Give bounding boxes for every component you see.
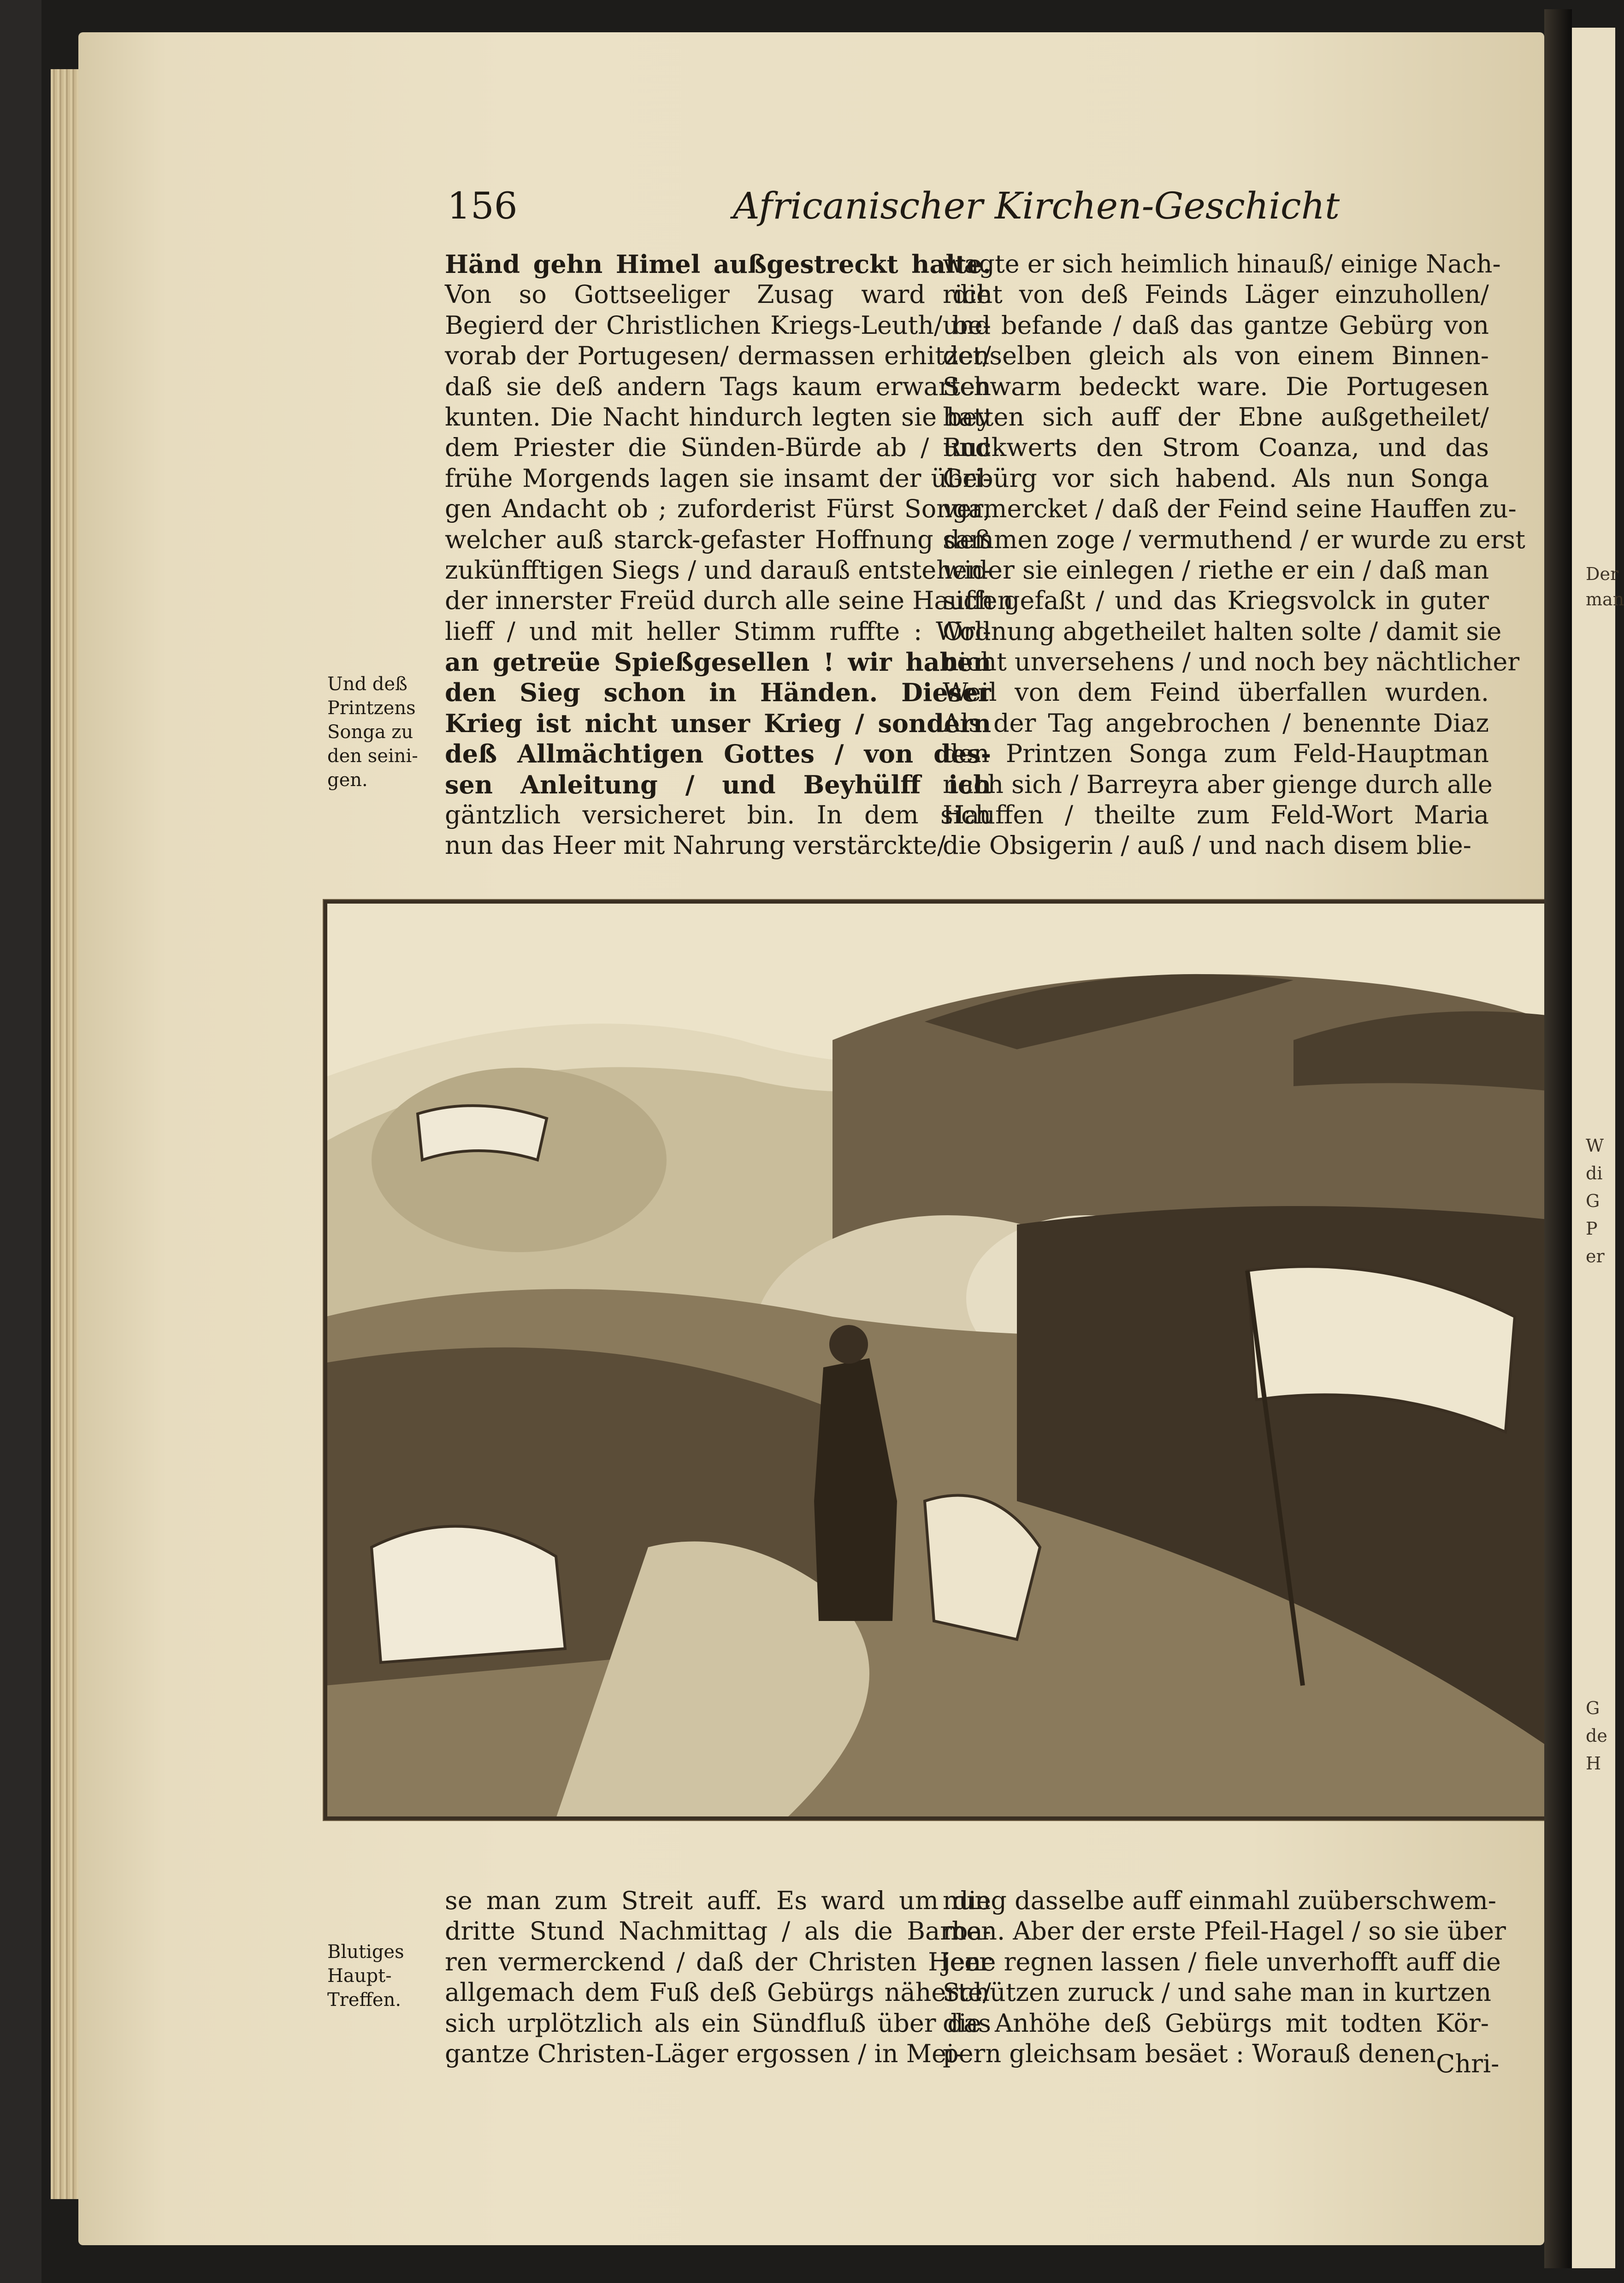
text-column-top-left — [445, 249, 1014, 861]
text-line: gen Andacht ob ; zuforderist Fürst Songa, — [445, 494, 991, 524]
catchword: Chri- — [1436, 2049, 1500, 2078]
page-number: 156 — [447, 184, 518, 227]
book-gutter — [1544, 9, 1572, 2268]
text-line: richt von deß Feinds Läger einzuhollen/ — [943, 280, 1489, 309]
text-line: vorab der Portugesen/ dermassen erhitzet/ — [445, 341, 991, 371]
text-line: men. Aber der erste Pfeil-Hagel / so sie über — [943, 1916, 1506, 1946]
next-page-fragment: man — [1586, 589, 1624, 609]
text-line: den Sieg schon in Händen. Dieser — [445, 678, 991, 708]
page-header — [78, 184, 1544, 235]
marginal-note-line: Printzens — [327, 698, 416, 719]
text-line: Von so Gottseeliger Zusag ward die — [445, 280, 991, 309]
text-column-bottom-left — [445, 1886, 991, 2069]
marginal-note-line: Treffen. — [327, 1989, 402, 2011]
marginal-note-line: Und deß — [327, 674, 407, 695]
next-page-fragment: di — [1586, 1163, 1603, 1183]
text-line: und befande / daß das gantze Gebürg von — [943, 310, 1489, 340]
text-line: Ruckwerts den Strom Coanza, und das — [943, 433, 1489, 462]
book-page — [78, 32, 1544, 2245]
text-line: nung dasselbe auff einmahl zuüberschwem- — [943, 1886, 1496, 1915]
next-page-edge — [1572, 28, 1624, 2268]
next-page-fragment: er — [1586, 1246, 1605, 1266]
text-line: Gebürg vor sich habend. Als nun Songa — [943, 463, 1489, 493]
text-line: vermercket / daß der Feind seine Hauffen zu- — [943, 494, 1517, 524]
text-line: lieff / und mit heller Stimm ruffte : Wol- — [445, 616, 991, 646]
text-line: sich gefaßt / und das Kriegsvolck in guter — [943, 586, 1489, 615]
text-line: Schwarm bedeckt ware. Die Portugesen — [943, 372, 1489, 401]
text-line: wider sie einlegen / riethe er ein / daß man — [943, 555, 1489, 585]
next-page-fragment: H — [1586, 1753, 1601, 1774]
text-line: gantze Christen-Läger ergossen / in Mei- — [445, 2039, 963, 2068]
marginal-note-battle — [327, 1940, 456, 2012]
text-line: wagte er sich heimlich hinauß/ einige Nach- — [943, 249, 1501, 278]
text-column-top-right — [943, 249, 1525, 861]
running-title: Africanischer Kirchen-Geschicht — [733, 184, 1340, 227]
text-line: jene regnen lassen / fiele unverhofft auff die — [943, 1947, 1501, 1976]
text-column-bottom-right — [943, 1886, 1506, 2069]
text-line: Hauffen / theilte zum Feld-Wort Maria — [943, 800, 1489, 830]
text-line: nicht unversehens / und noch bey nächtlicher — [943, 647, 1520, 677]
next-page-fragment: W — [1586, 1136, 1604, 1156]
text-line: pern gleichsam besäet : Worauß denen — [943, 2039, 1436, 2068]
text-line: allgemach dem Fuß deß Gebürgs näherte/ — [445, 1978, 991, 2007]
text-line: sen Anleitung / und Beyhülff ich — [445, 769, 991, 799]
text-line: der innerster Freüd durch alle seine Hauffen — [445, 586, 1014, 615]
text-line: kunten. Die Nacht hindurch legten sie bey — [445, 402, 991, 432]
marginal-note-songa — [327, 672, 456, 792]
text-line: dem Priester die Sünden-Bürde ab / und — [445, 433, 991, 462]
text-line: hatten sich auff der Ebne außgetheilet/ — [943, 402, 1489, 432]
marginal-note-line: Songa zu — [327, 722, 413, 743]
text-line: welcher auß starck-gefaster Hoffnung deß — [445, 525, 991, 554]
text-line: den Printzen Songa zum Feld-Hauptman — [943, 739, 1489, 769]
text-line: Händ gehn Himel außgestreckt halte. — [445, 249, 991, 279]
text-line: deß Allmächtigen Gottes / von des- — [445, 739, 991, 769]
text-line: Ordnung abgetheilet halten solte / damit sie — [943, 616, 1502, 646]
engraving-battle-scene — [323, 899, 1595, 1821]
marginal-note-line: gen. — [327, 769, 368, 791]
text-line: Schützen zuruck / und sahe man in kurtzen — [943, 1978, 1492, 2007]
text-line: se man zum Streit auff. Es ward um die — [445, 1886, 991, 1915]
text-line: die Anhöhe deß Gebürgs mit todten Kör- — [943, 2008, 1489, 2038]
text-line: Krieg ist nicht unser Krieg / sondern — [445, 708, 991, 738]
marginal-note-line: Blutiges — [327, 1941, 404, 1963]
text-line: sammen zoge / vermuthend / er wurde zu erst — [943, 525, 1525, 554]
book-cover-edge — [0, 0, 41, 2283]
text-line: sich urplötzlich als ein Sündfluß über das — [445, 2008, 991, 2038]
next-page-fragment: P — [1586, 1218, 1598, 1239]
text-line: die Obsigerin / auß / und nach disem blie- — [943, 831, 1471, 860]
next-page-fragment: Der — [1586, 564, 1619, 584]
text-line: Begierd der Christlichen Kriegs-Leuth/ be- — [445, 310, 991, 340]
text-line: daß sie deß andern Tags kaum erwarten — [445, 372, 991, 401]
text-line: nun das Heer mit Nahrung verstärckte/ — [445, 831, 946, 860]
text-line: zukünfftigen Siegs / und darauß entstehen- — [445, 555, 992, 585]
text-line: Weil von dem Feind überfallen wurden. — [943, 678, 1489, 707]
text-line: dritte Stund Nachmittag / als die Barba- — [445, 1916, 991, 1946]
text-line: denselben gleich als von einem Binnen- — [943, 341, 1489, 371]
text-line: nach sich / Barreyra aber gienge durch alle — [943, 769, 1493, 799]
text-line: an getreüe Spießgesellen ! wir haben — [445, 647, 991, 677]
next-page-fragment: G — [1586, 1698, 1600, 1718]
text-line: ren vermerckend / daß der Christen Heer — [445, 1947, 991, 1976]
text-line: Als der Tag angebrochen / benennte Diaz — [943, 708, 1489, 738]
marginal-note-line: Haupt- — [327, 1965, 392, 1987]
next-page-fragment: de — [1586, 1726, 1607, 1746]
next-page-fragment: G — [1586, 1191, 1600, 1211]
text-line: frühe Morgends lagen sie insamt der übri- — [445, 463, 991, 493]
text-line: gäntzlich versicheret bin. In dem sich — [445, 800, 991, 830]
marginal-note-line: den seini- — [327, 745, 418, 767]
